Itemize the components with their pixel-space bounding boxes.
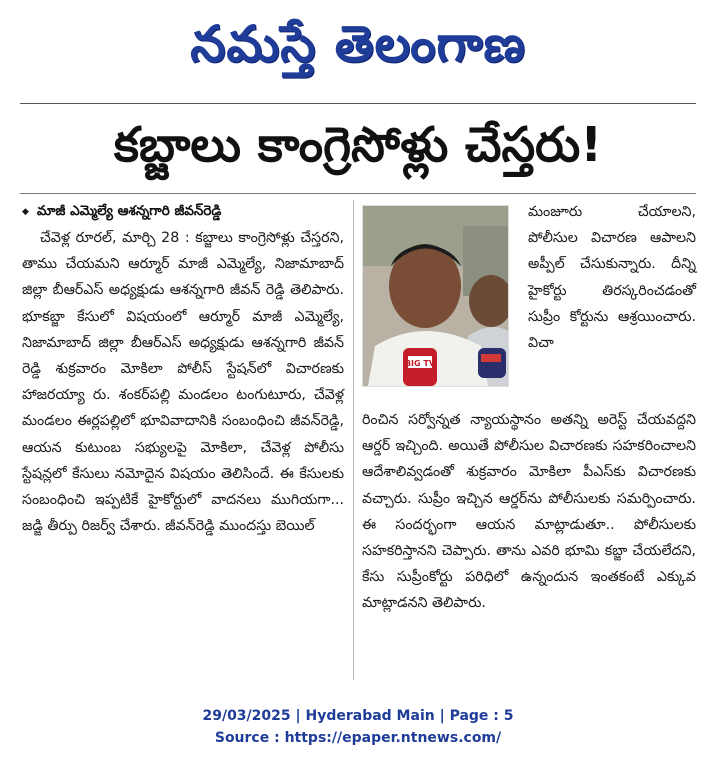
article-right-column-bottom [362, 407, 696, 617]
article-byline [22, 201, 352, 223]
article-left-column [22, 225, 344, 539]
masthead [0, 0, 716, 100]
headline-rule [20, 193, 696, 194]
footer-source: Source : https://epaper.ntnews.com/ [214, 730, 502, 746]
article-right-column-top [528, 199, 696, 356]
bullet-icon: ◆ [22, 207, 29, 217]
right-column-top-text: మంజూరు చేయాలని, పోలీసుల విచారణ ఆపాలని అప్పీల్ చేసుకున్నారు. దీన్ని హైకోర్టు తిరస్కరించడంతో సుప్రీం కోర్టును ఆశ్రయించారు. విచా [528, 204, 696, 352]
top-rule [20, 103, 696, 104]
column-divider [353, 200, 354, 680]
footer-date-edition: 29/03/2025 | Hyderabad Main | Page : 5 [202, 708, 514, 724]
byline-text: మాజీ ఎమ్మెల్యే ఆశన్నగారి జీవన్‌రెడ్డి [36, 202, 222, 219]
photo-icon [363, 206, 508, 386]
right-column-bottom-text: రించిన సర్వోన్నత న్యాయస్థానం అతన్ని అరెస్ట్ చేయవద్దని ఆర్డర్ ఇచ్చింది. అయితే పోలీసుల విచారణకు సహకరించాలని ఆదేశాలివ్వడంతో శుక్రవారం మోకిలా పీఎస్‌కు విచారణకు వచ్చారు. సుప్రీం ఇచ్చిన ఆర్డర్‌ను పోలీసులకు సమర్పించారు. ఈ సందర్భంగా ఆయన మాట్లాడుతూ.. పోలీసులకు సహకరిస్తానని చెప్పారు. తాను ఎవరి భూమి కబ్జా చేయలేదని, కేసు సుప్రీంకోర్టు పరిధిలో ఉన్నందున ఇంతకంటే ఎక్కువ మాట్లాడనని తెలిపారు. [362, 412, 696, 612]
article-headline: కబ్జాలు కాంగ్రెసోళ్లు చేస్తరు! [113, 117, 603, 173]
left-column-text: చేవెళ్ల రూరల్, మార్చి 28 : కబ్జాలు కాంగ్రెసోళ్లు చేస్తరని, తాము చేయమని ఆర్మూర్ మాజీ ఎమ్మెల్యే, నిజామాబాద్ జిల్లా బీఆర్‌ఎస్ అధ్యక్షుడు ఆశన్నగారి జీవన్ రెడ్డి తెలిపారు. భూకబ్జా కేసులో విషయంలో ఆర్మూర్ మాజీ ఎమ్మెల్యే, నిజామాబాద్ జిల్లా బీఆర్‌ఎస్ అధ్యక్షుడు ఆశన్నగారి జీవన్ రెడ్డి శుక్రవారం మోకిలా పోలీస్ స్టేషన్‌లో విచారణకు హాజరయ్యా రు. శంకర్‌పల్లి మండలం టంగుటూరు, చేవెళ్ల మండలం ఈర్లపల్లిలో భూవివాదానికి సంబంధించి జీవన్‌రెడ్డి, ఆయన కుటుంబ సభ్యులపై మోకిలా, చేవెళ్ల పోలీసు స్టేషన్లలో కేసులు నమోదైన విషయం తెలిసిందే. ఈ కేసులకు సంబంధించి ఇప్పటికే హైకోర్టులో వాదనలు ముగియగా... జడ్జి తీర్పు రిజర్వ్ చేశారు. జీవన్‌రెడ్డి ముందస్తు బెయిల్ [22, 230, 344, 535]
masthead-title: నమస్తే తెలంగాణ [190, 14, 526, 73]
article-photo [362, 205, 509, 387]
mic-logo-text: BIG TV [404, 359, 436, 368]
